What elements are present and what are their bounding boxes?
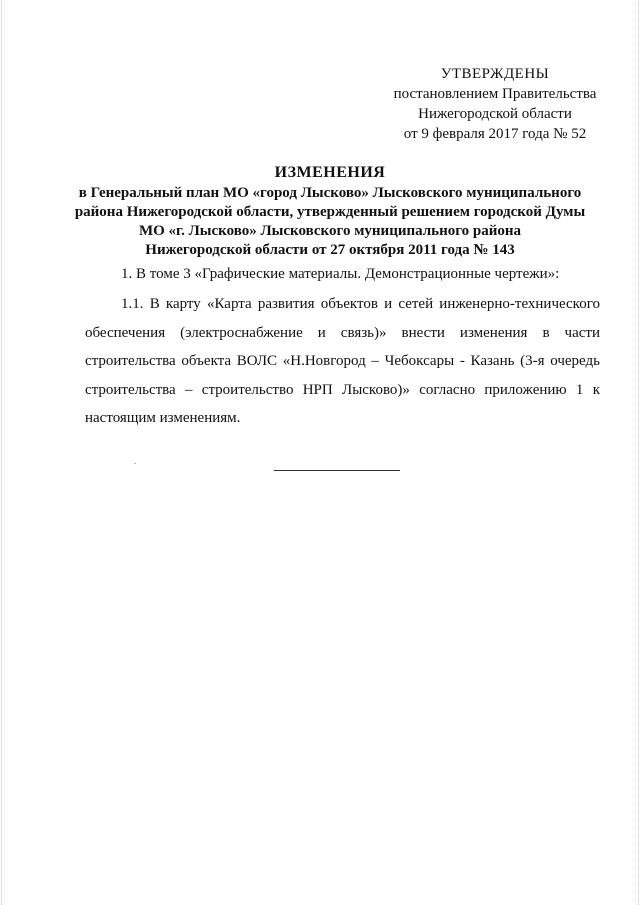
- paragraph-item-1: 1. В томе 3 «Графические материалы. Демонстрационные чертежи»:: [121, 266, 560, 282]
- scan-edge-left: [1, 0, 2, 905]
- approval-stamp: [380, 64, 610, 144]
- approval-line-decree: постановлением Правительства: [393, 86, 597, 102]
- approval-line-region: Нижегородской области: [418, 106, 572, 122]
- heading-subtitle-line: района Нижегородской области, утвержденный решением городской Думы: [74, 204, 586, 220]
- scan-edge-right: [638, 0, 639, 905]
- document-heading: [52, 163, 608, 259]
- scan-speck: [134, 463, 136, 464]
- end-separator-line: [274, 470, 400, 471]
- approval-title: УТВЕРЖДЕНЫ: [440, 66, 550, 82]
- heading-subtitle-line: в Генеральный план МО «город Лысково» Лысковского муниципального: [78, 185, 582, 201]
- paragraph-item-1-1: 1.1. В карту «Карта развития объектов и сетей инженерно-технического обеспечения (электроснабжение и связь)» внести изменения в части строительства объекта ВОЛС «Н.Новгород – Чебоксары - Казань (3-я очередь строительства – строительство НРП Лысково)» согласно приложению 1 к настоящим изменениям.: [85, 296, 600, 426]
- heading-subtitle-line: Нижегородской области от 27 октября 2011 года № 143: [145, 242, 515, 258]
- approval-line-date: от 9 февраля 2017 года № 52: [403, 126, 587, 142]
- heading-subtitle-line: МО «г. Лысково» Лысковского муниципального района: [138, 223, 522, 239]
- document-title: ИЗМЕНЕНИЯ: [274, 164, 386, 181]
- document-body: [85, 263, 600, 433]
